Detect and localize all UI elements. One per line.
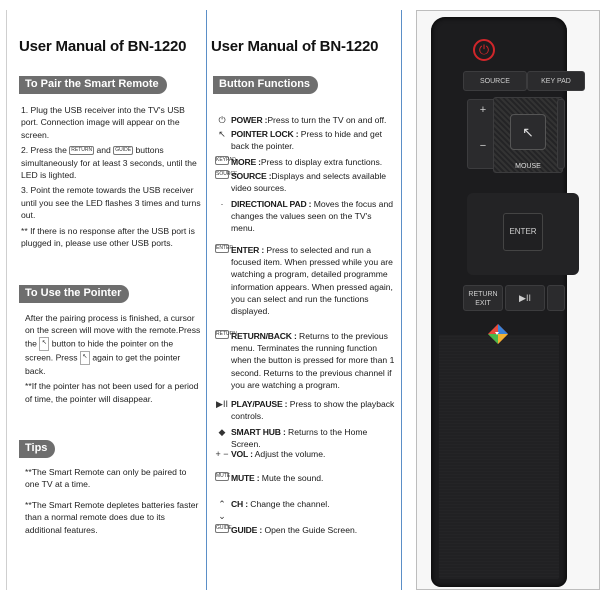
function-name: PLAY/PAUSE : [231, 399, 288, 409]
tips-text [25, 466, 201, 539]
manual-title-2: User Manual of BN-1220 [211, 38, 379, 55]
source-icon: SOURCE [216, 171, 238, 177]
pointer-section-tag: To Use the Pointer [19, 285, 129, 303]
pair-note: ** If there is no response after the USB port is plugged in, please use other USB ports. [21, 225, 195, 249]
function-description: Press to display extra functions. [260, 157, 383, 167]
function-name: GUIDE : [231, 525, 263, 535]
tip-1: **The Smart Remote can only be paired to one TV at a time. [25, 467, 187, 490]
function-description: Change the channel. [247, 499, 330, 509]
pointer-text [25, 312, 203, 408]
mouse-label: MOUSE [515, 163, 541, 170]
function-item-play-pause [215, 398, 397, 422]
volume-icon: + − [215, 449, 229, 459]
pair-step-2: 2. Press the RETURN and GUIDE buttons simultaneously for at least 3 seconds, until the LED is lighted. [21, 145, 197, 181]
pointer-paragraph: After the pairing process is finished, a cursor on the screen will move with the remote.Press the ↖ button to hide the pointer on the screen. Press ↖ again to get the pointer back. [25, 313, 201, 376]
function-item-keypad [215, 156, 397, 168]
smart-hub-icon [487, 323, 509, 345]
play-pause-icon: ▶II [216, 399, 228, 409]
function-description: Press to selected and run a focused item. When pressed while you are watching a program, detailed programme information appears. When pressed again, you can select and run the functions displayed. [231, 245, 393, 317]
directional-pad-icon: · [220, 199, 224, 209]
pointer-note: **If the pointer has not been used for a period of time, the pointer will disappear. [25, 381, 199, 404]
guide-button-inline-icon: GUIDE [115, 147, 132, 154]
function-item-channel [215, 498, 397, 522]
remote-control-image [431, 17, 571, 587]
pairing-instructions-panel [6, 10, 204, 590]
function-name: SOURCE : [231, 171, 272, 181]
channel-rocker-edge [557, 99, 565, 169]
function-item-smart-hub [215, 426, 397, 450]
keypad-icon: KEYPAD [216, 157, 236, 163]
remote-photo-panel [416, 10, 600, 590]
function-name: MUTE : [231, 473, 260, 483]
manual-title: User Manual of BN-1220 [19, 38, 187, 55]
function-name: SMART HUB : [231, 427, 286, 437]
power-icon: ⏻ [473, 39, 495, 61]
function-item-enter [215, 244, 397, 317]
function-name: CH : [231, 499, 248, 509]
pair-step-3: 3. Point the remote towards the USB receiver until you see the LED flashes 3 times and turns out. [21, 185, 201, 221]
pair-steps [21, 104, 203, 252]
channel-icon: ⌃ ⌄ [218, 499, 226, 522]
remote-guide-button-edge [547, 285, 565, 311]
button-functions-panel [206, 10, 402, 590]
function-description: Press to hide and get back the pointer. [231, 129, 382, 152]
mouse-pad [493, 97, 563, 173]
function-name: VOL : [231, 449, 253, 459]
function-description: Displays and selects available video sources. [231, 171, 387, 194]
guide-icon: GUIDE [216, 525, 232, 531]
function-item-guide [215, 524, 397, 536]
enter-icon: ENTER [216, 245, 233, 251]
button-functions-tag: Button Functions [213, 76, 318, 94]
volume-rocker: + − [467, 99, 499, 169]
function-name: DIRECTIONAL PAD : [231, 199, 312, 209]
function-description: Returns to the previous menu. Terminates the running function when the button is pressed for more than 1 second. Returns to the previous channel if you are watching a program. [231, 331, 395, 390]
function-item-power [215, 114, 397, 126]
pair-section-tag: To Pair the Smart Remote [19, 76, 167, 94]
function-name: POINTER LOCK : [231, 129, 299, 139]
power-icon: ⏻ [218, 115, 226, 125]
smart-hub-icon: ◆ [218, 427, 226, 437]
return-icon: RETURN [216, 331, 237, 337]
tips-section-tag: Tips [19, 440, 55, 458]
brushed-metal-body [439, 335, 559, 579]
remote-keypad-button: KEY PAD [527, 71, 585, 91]
function-description: Moves the focus and changes the values seen on the TV's menu. [231, 199, 393, 234]
function-item-mute [215, 472, 397, 484]
return-button-inline-icon: RETURN [71, 147, 93, 154]
pointer-icon: ↖ [510, 114, 546, 150]
function-item-directional-pad [215, 198, 397, 235]
mute-icon: MUTE [216, 473, 231, 479]
function-name: RETURN/BACK : [231, 331, 297, 341]
function-name: MORE : [231, 157, 261, 167]
function-description: Open the Guide Screen. [262, 525, 358, 535]
pointer-lock-icon: ↖ [218, 129, 226, 139]
tip-2: **The Smart Remote depletes batteries faster than a normal remote does due to its additional features. [25, 499, 199, 535]
function-item-pointer-lock [215, 128, 397, 152]
directional-pad [467, 193, 579, 275]
function-name: ENTER : [231, 245, 264, 255]
function-description: Adjust the volume. [252, 449, 326, 459]
pair-step-1: 1. Plug the USB receiver into the TV's USB port. Connection image will appear on the screen. [21, 105, 185, 140]
function-description: Press to turn the TV on and off. [267, 115, 387, 125]
remote-play-pause-button: ▶II [505, 285, 545, 311]
function-description: Mute the sound. [259, 473, 324, 483]
pointer-lock-inline-icon-2: ↖ [80, 351, 90, 365]
function-item-return [215, 330, 397, 391]
function-description: Returns to the Home Screen. [231, 427, 368, 450]
pointer-lock-inline-icon: ↖ [39, 337, 49, 351]
function-item-source [215, 170, 397, 194]
remote-source-button: SOURCE [463, 71, 527, 91]
remote-return-exit-button: RETURN EXIT [463, 285, 503, 311]
function-name: POWER : [231, 115, 268, 125]
function-item-volume [215, 448, 397, 460]
remote-enter-button: ENTER [503, 213, 543, 251]
function-description: Press to show the playback controls. [231, 399, 395, 422]
